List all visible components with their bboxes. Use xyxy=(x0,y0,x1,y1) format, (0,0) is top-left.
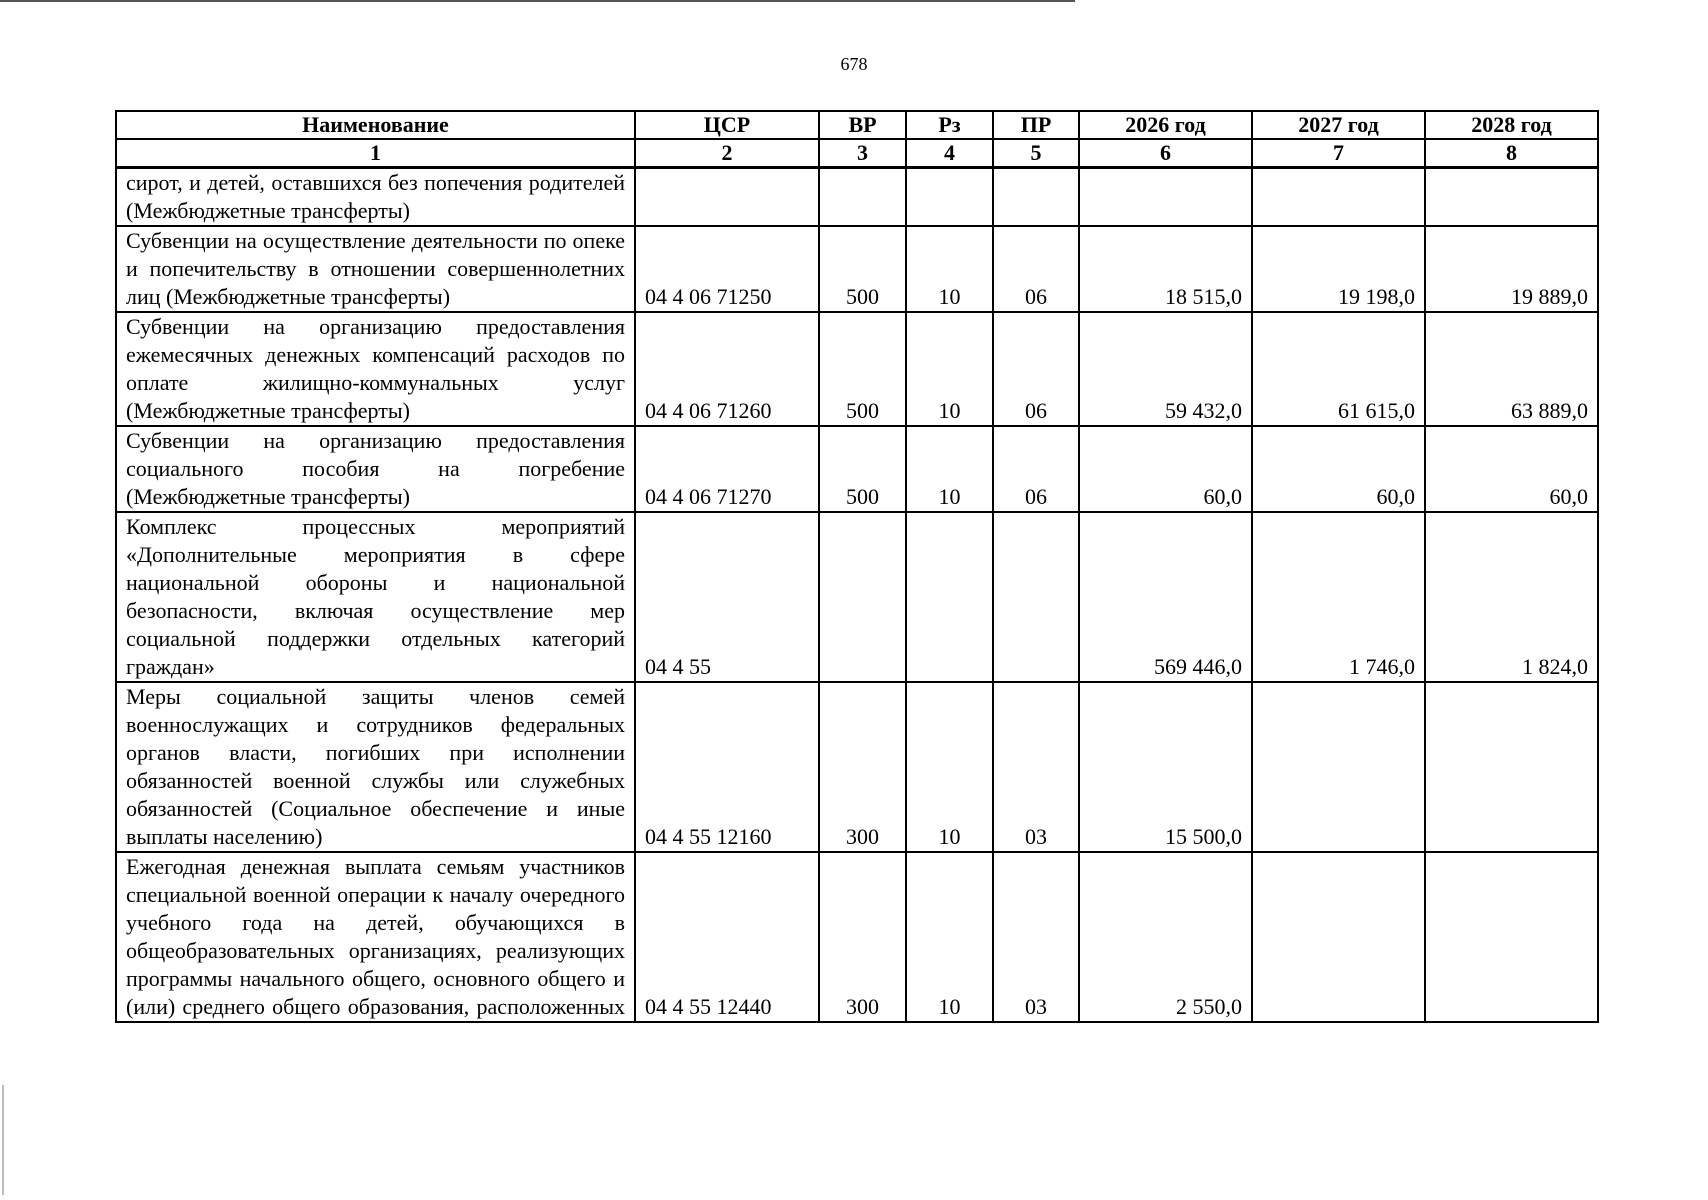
row-2028 xyxy=(1425,852,1598,1022)
row-2028: 19 889,0 xyxy=(1425,226,1598,312)
table-row xyxy=(116,426,1598,512)
row-csr: 04 4 06 71250 xyxy=(635,226,819,312)
row-2027: 19 198,0 xyxy=(1252,226,1425,312)
row-vr: 500 xyxy=(819,312,906,426)
header-csr: ЦСР xyxy=(635,111,819,139)
row-2026 xyxy=(1079,168,1252,227)
header-2028: 2028 год xyxy=(1425,111,1598,139)
row-csr: 04 4 06 71270 xyxy=(635,426,819,512)
row-2028: 63 889,0 xyxy=(1425,312,1598,426)
row-name: Комплекс процессных мероприятий «Дополнительные мероприятия в сфере национальной обороны и национальной безопасности, включая осуществление мер социальной поддержки отдельных категорий граждан» xyxy=(116,512,635,682)
row-name: Ежегодная денежная выплата семьям участников специальной военной операции к началу очередного учебного года на детей, обучающихся в общеобразовательных организациях, реализующих программы начального общего, основного общего и (или) среднего общего образования, расположенных xyxy=(116,852,635,1022)
row-csr xyxy=(635,168,819,227)
row-name: сирот, и детей, оставшихся без попечения родителей (Межбюджетные трансферты) xyxy=(116,168,635,227)
table-row xyxy=(116,682,1598,852)
row-rz xyxy=(906,512,993,682)
row-2027: 1 746,0 xyxy=(1252,512,1425,682)
table-row xyxy=(116,852,1598,1022)
row-rz: 10 xyxy=(906,852,993,1022)
row-csr: 04 4 55 12440 xyxy=(635,852,819,1022)
column-number: 3 xyxy=(819,139,906,168)
table-row xyxy=(116,312,1598,426)
row-2027: 61 615,0 xyxy=(1252,312,1425,426)
row-2026: 60,0 xyxy=(1079,426,1252,512)
row-2026: 59 432,0 xyxy=(1079,312,1252,426)
table-row xyxy=(116,226,1598,312)
row-csr: 04 4 06 71260 xyxy=(635,312,819,426)
row-2026: 2 550,0 xyxy=(1079,852,1252,1022)
column-number: 2 xyxy=(635,139,819,168)
row-pr: 06 xyxy=(993,312,1079,426)
scan-edge-top xyxy=(0,0,1075,2)
row-pr: 03 xyxy=(993,852,1079,1022)
header-rz: Рз xyxy=(906,111,993,139)
column-number: 6 xyxy=(1079,139,1252,168)
row-2027 xyxy=(1252,852,1425,1022)
column-number: 8 xyxy=(1425,139,1598,168)
row-name: Субвенции на организацию предоставления ежемесячных денежных компенсаций расходов по оплате жилищно-коммунальных услуг (Межбюджетные трансферты) xyxy=(116,312,635,426)
row-vr: 300 xyxy=(819,682,906,852)
row-vr: 300 xyxy=(819,852,906,1022)
scan-edge-left xyxy=(2,1085,4,1195)
header-vr: ВР xyxy=(819,111,906,139)
budget-table xyxy=(115,110,1599,1023)
row-2027 xyxy=(1252,682,1425,852)
header-name: Наименование xyxy=(116,111,635,139)
column-number-row xyxy=(116,139,1598,168)
row-2028 xyxy=(1425,682,1598,852)
row-rz xyxy=(906,168,993,227)
row-pr xyxy=(993,512,1079,682)
header-2027: 2027 год xyxy=(1252,111,1425,139)
row-name: Меры социальной защиты членов семей военнослужащих и сотрудников федеральных органов власти, погибших при исполнении обязанностей военной службы или служебных обязанностей (Социальное обеспечение и иные выплаты населению) xyxy=(116,682,635,852)
row-vr: 500 xyxy=(819,226,906,312)
row-2027 xyxy=(1252,168,1425,227)
row-vr: 500 xyxy=(819,426,906,512)
row-rz: 10 xyxy=(906,312,993,426)
row-rz: 10 xyxy=(906,226,993,312)
column-number: 5 xyxy=(993,139,1079,168)
column-number: 4 xyxy=(906,139,993,168)
row-2028 xyxy=(1425,168,1598,227)
table-row xyxy=(116,168,1598,227)
row-2026: 569 446,0 xyxy=(1079,512,1252,682)
row-2026: 15 500,0 xyxy=(1079,682,1252,852)
row-csr: 04 4 55 xyxy=(635,512,819,682)
row-pr: 06 xyxy=(993,226,1079,312)
header-pr: ПР xyxy=(993,111,1079,139)
column-number: 7 xyxy=(1252,139,1425,168)
header-2026: 2026 год xyxy=(1079,111,1252,139)
row-2027: 60,0 xyxy=(1252,426,1425,512)
row-2028: 1 824,0 xyxy=(1425,512,1598,682)
row-pr xyxy=(993,168,1079,227)
row-csr: 04 4 55 12160 xyxy=(635,682,819,852)
row-pr: 03 xyxy=(993,682,1079,852)
row-name: Субвенции на осуществление деятельности по опеке и попечительству в отношении совершеннолетних лиц (Межбюджетные трансферты) xyxy=(116,226,635,312)
header-row xyxy=(116,111,1598,139)
row-name: Субвенции на организацию предоставления социального пособия на погребение (Межбюджетные трансферты) xyxy=(116,426,635,512)
column-number: 1 xyxy=(116,139,635,168)
row-rz: 10 xyxy=(906,682,993,852)
row-pr: 06 xyxy=(993,426,1079,512)
row-2028: 60,0 xyxy=(1425,426,1598,512)
row-rz: 10 xyxy=(906,426,993,512)
table-row xyxy=(116,512,1598,682)
row-vr xyxy=(819,168,906,227)
row-2026: 18 515,0 xyxy=(1079,226,1252,312)
page-number: 678 xyxy=(840,54,868,74)
row-vr xyxy=(819,512,906,682)
